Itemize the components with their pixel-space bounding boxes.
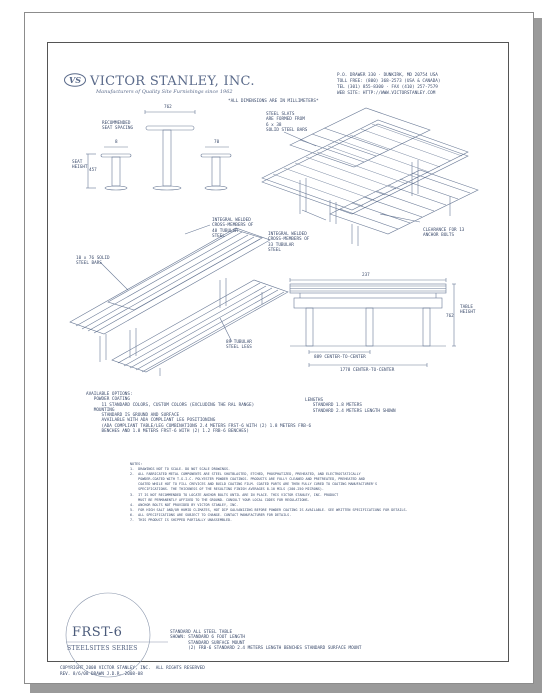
logo-text: VS bbox=[69, 75, 81, 85]
copyright: COPYRIGHT 2008 VICTOR STANLEY, INC. ALL RIGHTS RESERVED bbox=[60, 666, 205, 671]
steel-slats-label: STEEL SLATS ARE FORMED FROM 6 x 38 SOLID STEEL BARS bbox=[266, 112, 308, 133]
seat-height-value: 457 bbox=[89, 168, 97, 173]
front-dim-top: 237 bbox=[362, 273, 370, 278]
recommended-seat-spacing: RECOMMENDED SEAT SPACING bbox=[102, 121, 134, 132]
integral-welded-bottom-label: INTEGRAL WELDED CROSS-MEMBERS OF 48 TUBULAR STEEL bbox=[212, 218, 254, 239]
side-dim-top: 762 bbox=[164, 105, 172, 110]
center-to-center-long: 1778 CENTER-TO-CENTER bbox=[340, 368, 395, 373]
dimensions-note: *ALL DIMENSIONS ARE IN MILLIMETERS* bbox=[228, 99, 319, 104]
contact-line-2: TOLL FREE: (800) 368-2573 (USA & CANADA) bbox=[337, 79, 441, 84]
right-seat-dim: 70 bbox=[214, 140, 220, 145]
center-to-center-short: 889 CENTER-TO-CENTER bbox=[314, 355, 366, 360]
revision: REV. 8/6/08 DRAWN J.D.R. 2008-08 bbox=[60, 672, 143, 677]
solid-steel-bars-label: 10 x 76 SOLID STEEL BARS bbox=[76, 256, 110, 267]
series-name: STEELSITES SERIES bbox=[67, 645, 138, 652]
model-description: STANDARD ALL STEEL TABLE SHOWN: STANDARD 6 FOOT LENGTH STANDARD SURFACE MOUNT (2) FRB-6 STANDARD 2.4 METERS LENGTH BENCHES STANDARD SURFACE MOUNT bbox=[170, 630, 362, 651]
table-height-value: 762 bbox=[446, 314, 454, 319]
seat-height-label: SEAT HEIGHT bbox=[72, 160, 88, 171]
notes: NOTES: 1. DRAWINGS NOT TO SCALE. DO NOT SCALE DRAWINGS. 2. ALL FABRICATED METAL COMPONENTS ARE STEEL SHOTBLASTED, ETCHED, PHOSPHATIZED, PREHEATED, AND ELECTROSTATICALLY POWDER-COATED WITH T.G.I.C. POLYESTER POWDER COATINGS. PRODUCTS ARE FULLY CLEANED AND PRETREATED, PREHEATED AND COATED WHILE HOT TO FILL CREVICES AND BUILD COATING FILM. COATED PARTS ARE THEN FULLY CURED TO COATING MANUFACTURER'S SPECIFICATIONS. THE THICKNESS OF THE RESULTING FINISH AVERAGES 8-10 MILS (200-250 MICRONS). 3. IT IS NOT RECOMMENDED TO LOCATE ANCHOR BOLTS UNTIL ARE IN PLACE. THIS VICTOR STANLEY, INC. PRODUCT MUST BE PERMANENTLY AFFIXED TO THE GROUND. CONSULT YOUR LOCAL CODES FOR REGULATIONS. 4. ANCHOR BOLTS NOT PROVIDED BY VICTOR STANLEY, INC. 5. FOR HIGH SALT AND/OR HUMID CLIMATES, HOT DIP GALVANIZING BEFORE POWDER COATING IS AVAILABLE. SEE WRITTEN SPECIFICATIONS FOR DETAILS. 6. ALL SPECIFICATIONS ARE SUBJECT TO CHANGE. CONTACT MANUFACTURER FOR DETAILS. 7. THIS PRODUCT IS SHIPPED PARTIALLY UNASSEMBLED. bbox=[130, 462, 408, 523]
clearance-label: CLEARANCE FOR 13 ANCHOR BOLTS bbox=[423, 228, 465, 239]
isometric-table-benches-bottom bbox=[70, 225, 288, 376]
left-seat-dim: 8 bbox=[115, 140, 118, 145]
contact-line-4: WEB SITE: HTTP://WWW.VICTORSTANLEY.COM bbox=[337, 91, 436, 96]
contact-line-1: P.O. DRAWER 330 · DUNKIRK, MD 20754 USA bbox=[337, 73, 438, 78]
front-elevation-drawing bbox=[290, 278, 456, 367]
tubular-steel-legs-label: 89 TUBULAR STEEL LEGS bbox=[226, 340, 252, 351]
contact-line-3: TEL (301) 855-8300 · FAX (410) 257-7579 bbox=[337, 85, 438, 90]
table-height-label: TABLE HEIGHT bbox=[460, 305, 476, 316]
integral-welded-top-label: INTEGRAL WELDED CROSS-MEMBERS OF 33 TUBULAR STEEL bbox=[268, 232, 310, 253]
model-number: FRST-6 bbox=[72, 625, 123, 640]
lengths: LENGTHS STANDARD 1.8 METERS STANDARD 2.4 METERS LENGTH SHOWN bbox=[305, 398, 396, 414]
brand-name: VICTOR STANLEY, INC. bbox=[90, 74, 255, 89]
available-options: AVAILABLE OPTIONS: POWDER COATING 11 STANDARD COLORS, CUSTOM COLORS (EXCLUDING THE RAL RANGE) MOUNTING STANDARD IS GROUND AND SURFACE AVAILABLE WITH ADA COMPLIANT LEG POSITIONING (ADA COMPLIANT TABLE/LEG COMBINATIONS 2.4 METERS FRST-6 WITH (2) 1.8 METERS FRB-6 BENCHES AND 1.8 METERS FRST-6 WITH (2) 1.2 FRB-6 BENCHES) bbox=[86, 392, 312, 435]
brand-tagline: Manufacturers of Quality Site Furnishings since 1962 bbox=[96, 89, 233, 95]
